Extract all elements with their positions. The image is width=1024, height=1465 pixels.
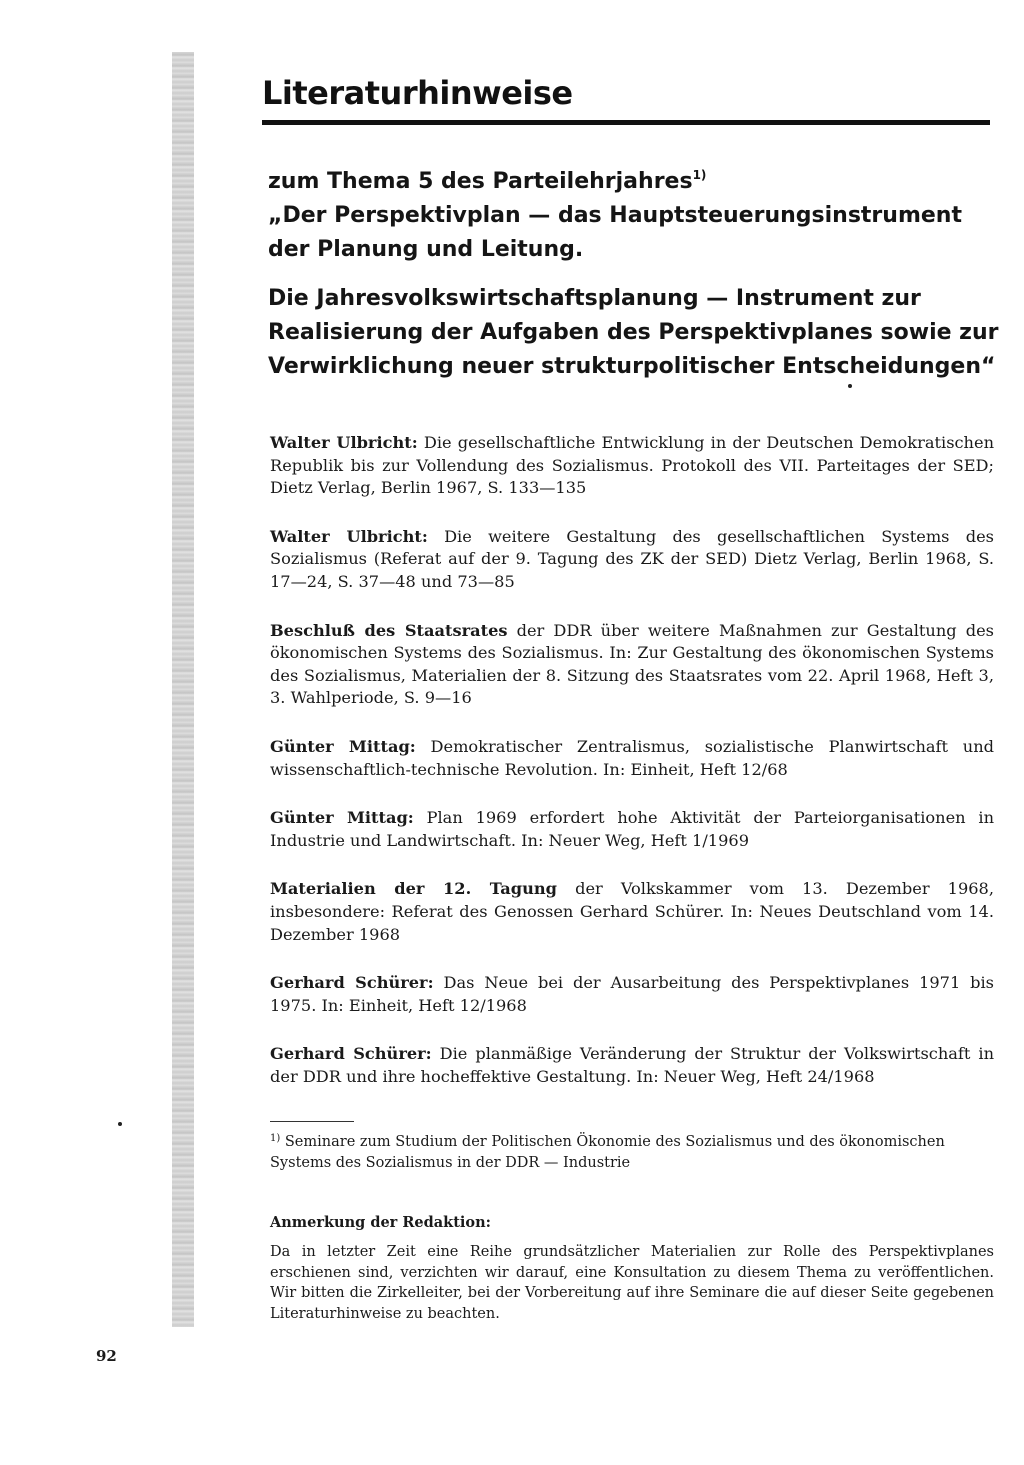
topic-subtitle-continued (268, 282, 999, 384)
footnote (270, 1128, 994, 1174)
subtitle-line-5: Realisierung der Aufgaben des Perspektivplanes sowie zur (268, 320, 999, 345)
reference-item (270, 526, 994, 594)
reference-author: Günter Mittag: (270, 808, 414, 828)
page-heading: Literaturhinweise (262, 74, 573, 112)
topic-subtitle (268, 158, 968, 267)
editorial-note-heading: Anmerkung der Redaktion: (270, 1214, 491, 1231)
reference-author: Walter Ulbricht: (270, 526, 428, 546)
reference-list (270, 432, 994, 1114)
scan-binding-edge (172, 52, 194, 1327)
subtitle-line-4: Die Jahresvolkswirtschaftsplanung — Instrument zur (268, 286, 921, 311)
subtitle-line-3: der Planung und Leitung. (268, 237, 584, 262)
reference-item (270, 878, 994, 946)
reference-text: der DDR über weitere Maßnahmen zur Gestaltung des ökonomischen Systems des Sozialismus. In: Zur Gestaltung des ökonomischen Systems des Sozialismus, Materialien der 8. Sitzung des Staatsrates vom 22. April 1968, Heft 3, 3. Wahlperiode, S. 9—16 (270, 620, 994, 708)
footnote-marker: 1) (692, 168, 707, 182)
footnote-text: Seminare zum Studium der Politischen Ökonomie des Sozialismus und des ökonomischen Systems des Sozialismus in der DDR — Industrie (270, 1134, 945, 1171)
reference-item (270, 620, 994, 710)
reference-item (270, 432, 994, 500)
reference-text: Das Neue bei der Ausarbeitung des Perspektivplanes 1971 bis 1975. In: Einheit, Heft 12/1968 (270, 973, 994, 1015)
reference-text: Die gesellschaftliche Entwicklung in der Deutschen Demokratischen Republik bis zur Vollendung des Sozialismus. Protokoll des VII. Parteitages der SED; Dietz Verlag, Berlin 1967, S. 133—135 (270, 433, 994, 498)
reference-author: Materialien der 12. Tagung (270, 879, 557, 899)
reference-text: Plan 1969 erfordert hohe Aktivität der Parteiorganisationen in Industrie und Landwirtschaft. In: Neuer Weg, Heft 1/1969 (270, 808, 994, 850)
reference-text: der Volkskammer vom 13. Dezember 1968, insbesondere: Referat des Genossen Gerhard Schürer. In: Neues Deutschland vom 14. Dezember 1968 (270, 879, 995, 944)
reference-author: Gerhard Schürer: (270, 973, 434, 993)
footnote-rule (270, 1121, 354, 1122)
heading-rule (262, 120, 990, 125)
page-number: 92 (96, 1347, 117, 1365)
reference-author: Günter Mittag: (270, 736, 416, 756)
ink-speck (848, 384, 852, 388)
subtitle-line-2: „Der Perspektivplan — das Hauptsteuerungsinstrument (268, 203, 962, 228)
subtitle-line-6: Verwirklichung neuer strukturpolitischer Entscheidungen“ (268, 354, 996, 379)
reference-text: Die planmäßige Veränderung der Struktur der Volkswirtschaft in der DDR und ihre hocheffektive Gestaltung. In: Neuer Weg, Heft 24/1968 (270, 1044, 994, 1086)
reference-text: Demokratischer Zentralismus, sozialistische Planwirtschaft und wissenschaftlich-technische Revolution. In: Einheit, Heft 12/68 (270, 736, 994, 779)
reference-item (270, 972, 994, 1017)
reference-item (270, 807, 994, 852)
reference-author: Walter Ulbricht: (270, 433, 418, 452)
footnote-mark: 1) (270, 1133, 281, 1144)
reference-author: Gerhard Schürer: (270, 1044, 432, 1064)
reference-item (270, 736, 994, 781)
reference-text: Die weitere Gestaltung des gesellschaftlichen Systems des Sozialismus (Referat auf der 9. Tagung des ZK der SED) Dietz Verlag, Berlin 1968, S. 17—24, S. 37—48 und 73—85 (270, 526, 994, 591)
reference-item (270, 1043, 994, 1088)
reference-author: Beschluß des Staatsrates (270, 620, 508, 640)
editorial-note-text: Da in letzter Zeit eine Reihe grundsätzlicher Materialien zur Rolle des Perspektivplanes erschienen sind, verzichten wir darauf, eine Konsultation zu diesem Thema zu veröffentlichen. Wir bitten die Zirkelleiter, bei der Vorbereitung auf ihre Seminare die auf dieser Seite gegebenen Literaturhinweise zu beachten. (270, 1244, 994, 1322)
ink-speck (118, 1122, 122, 1126)
editorial-note (270, 1214, 994, 1324)
subtitle-line-1: zum Thema 5 des Parteilehrjahres$^{1)}$ (268, 168, 707, 194)
